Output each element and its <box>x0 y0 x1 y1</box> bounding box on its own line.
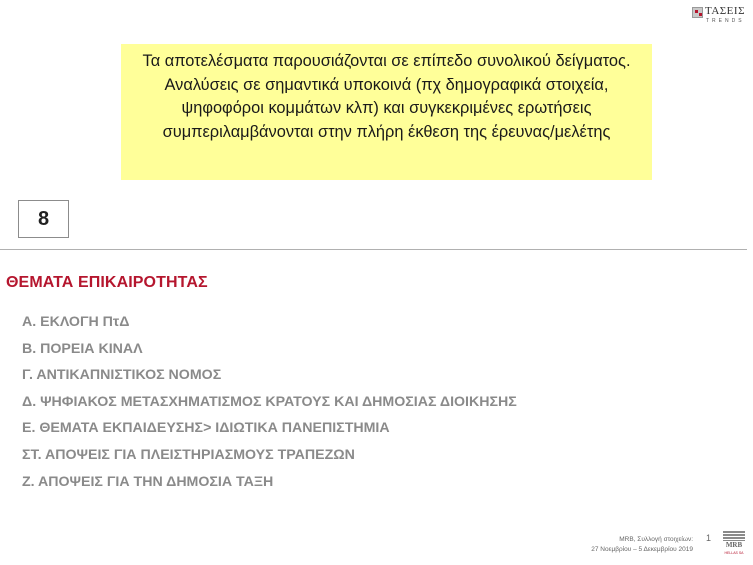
section-number: 8 <box>37 208 50 230</box>
tasis-trends-logo <box>692 5 750 27</box>
mrb-logo <box>723 531 745 561</box>
footer-source <box>591 535 693 555</box>
topic-item: Α. ΕΚΛΟΓΗ ΠτΔ <box>22 314 130 330</box>
logo-brand-text: ΤΑΣΕΙΣ <box>705 5 745 17</box>
section-number-box <box>18 200 69 238</box>
topics-list <box>22 312 517 498</box>
sample-notice-box <box>121 44 652 180</box>
mrb-logo-text: MRB <box>725 541 743 549</box>
section-divider <box>0 249 747 250</box>
footer-source-line2: 27 Νοεμβρίου – 5 Δεκεμβρίου 2019 <box>591 546 693 553</box>
topic-item: Ζ. ΑΠΟΨΕΙΣ ΓΙΑ ΤΗΝ ΔΗΜΟΣΙΑ ΤΑΞΗ <box>22 473 274 490</box>
topic-item: Γ. ΑΝΤΙΚΑΠΝΙΣΤΙΚΟΣ ΝΟΜΟΣ <box>22 367 222 384</box>
mrb-logo-tag: HELLAS SA <box>724 551 744 555</box>
section-title: ΘΕΜΑΤΑ ΕΠΙΚΑΙΡΟΤΗΤΑΣ <box>6 274 208 291</box>
footer-source-line1: MRB, Συλλογή στοιχείων: <box>619 536 693 543</box>
sample-notice-text: Τα αποτελέσματα παρουσιάζονται σε επίπεδο συνολικού δείγματος. Αναλύσεις σε σημαντικά υποκοινά (πχ δημογραφικά στοιχεία, ψηφοφόροι κομμάτων κλπ) και συγκεκριμένες ερωτήσεις συμπεριλαμβάνονται στην πλήρη έκθεση της έρευνας/μελέτης <box>142 52 631 141</box>
topic-item: Β. ΠΟΡΕΙΑ ΚΙΝΑΛ <box>22 340 143 357</box>
topic-item: Δ. ΨΗΦΙΑΚΟΣ ΜΕΤΑΣΧΗΜΑΤΙΣΜΟΣ ΚΡΑΤΟΥΣ ΚΑΙ ΔΗΜΟΣΙΑΣ ΔΙΟΙΚΗΣΗΣ <box>22 393 517 410</box>
topic-item: Ε. ΘΕΜΑΤΑ ΕΚΠΑΙΔΕΥΣΗΣ> ΙΔΙΩΤΙΚΑ ΠΑΝΕΠΙΣΤΗΜΙΑ <box>22 420 390 437</box>
logo-sub-text: TRENDS <box>706 18 745 24</box>
logo-mark-icon <box>692 7 703 18</box>
page-number: 1 <box>706 533 712 543</box>
mrb-logo-bars-icon <box>723 531 745 541</box>
topic-item: ΣΤ. ΑΠΟΨΕΙΣ ΓΙΑ ΠΛΕΙΣΤΗΡΙΑΣΜΟΥΣ ΤΡΑΠΕΖΩΝ <box>22 446 355 463</box>
